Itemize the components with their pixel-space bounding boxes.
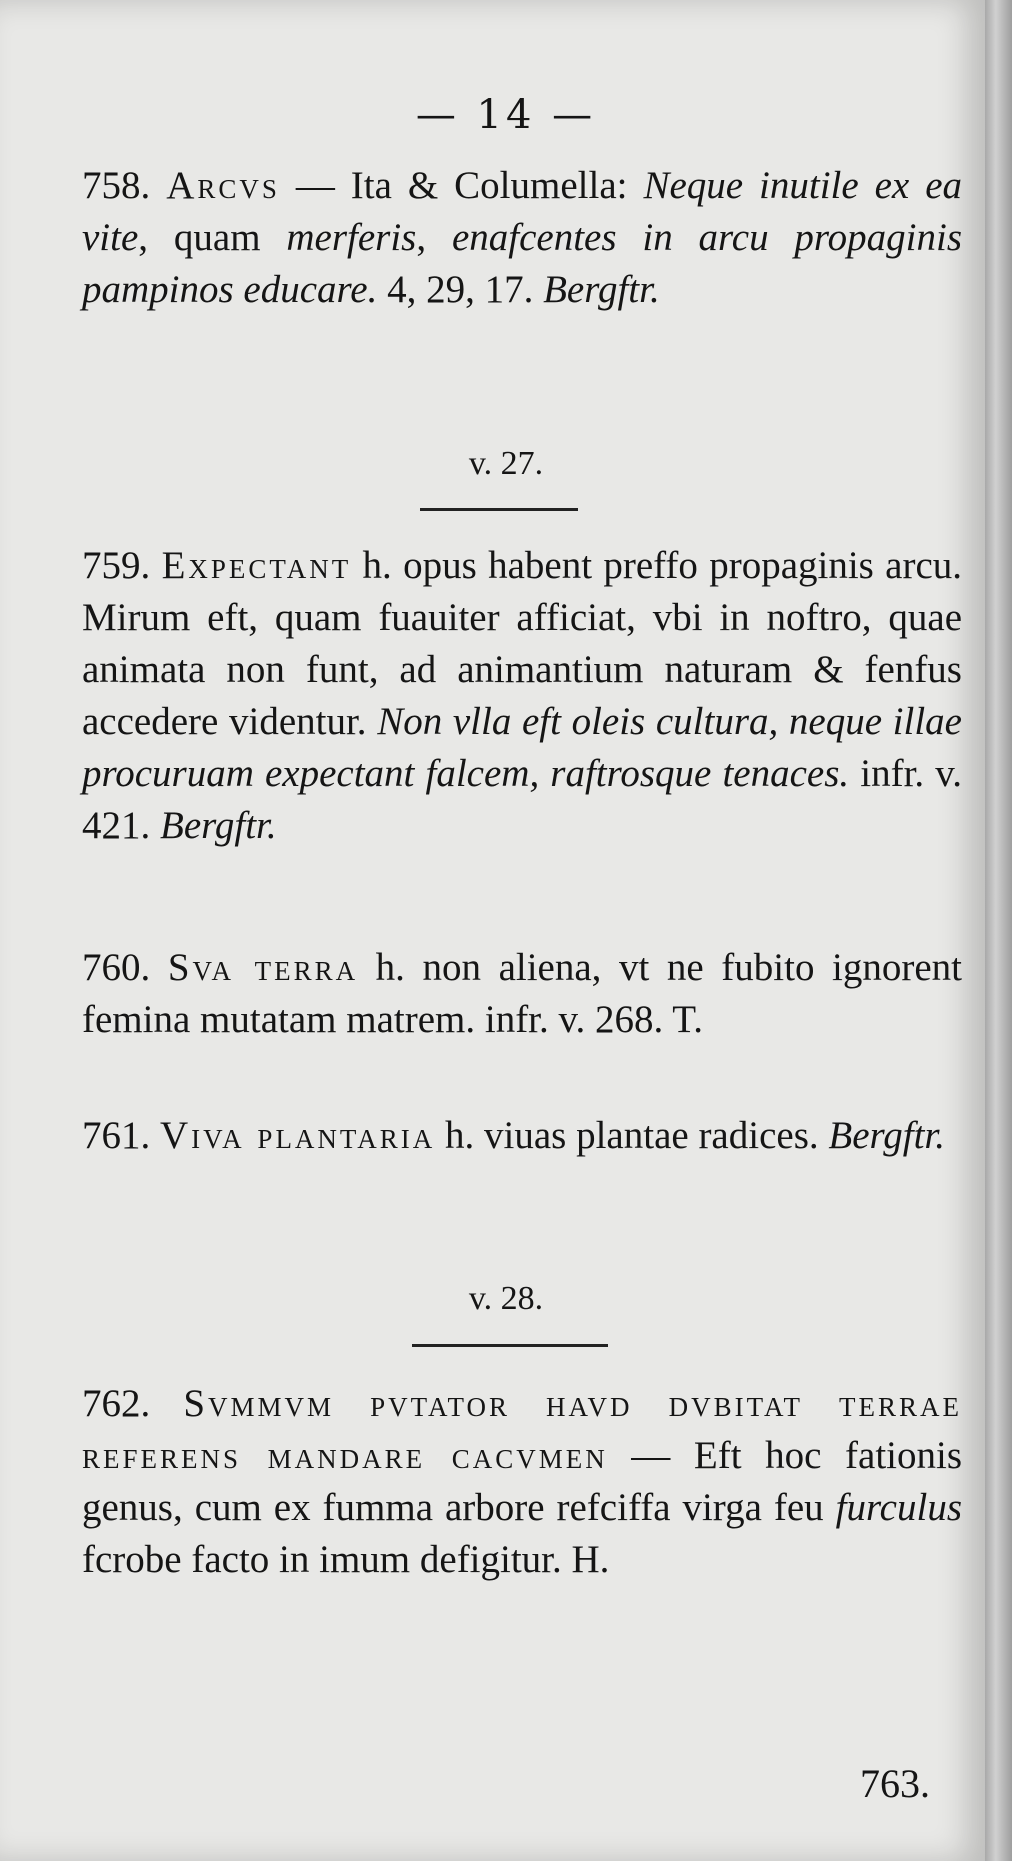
entry-lemma: Arcvs: [166, 164, 280, 207]
entry-quote: Non vlla eft oleis cultura, neque illae procuruam expectant falcem, raftrosque tenaces.: [82, 700, 962, 795]
entry-lemma: Expectant: [161, 544, 352, 587]
entry-lemma: Svmmvm pvtator havd dvbitat terrae referens mandare cacvmen: [82, 1382, 963, 1477]
entry-text: — Ita & Columella:: [279, 164, 644, 207]
commentary-entry: [82, 1110, 962, 1162]
entry-source: Bergftr.: [543, 268, 660, 311]
heading-rule: [412, 1344, 608, 1347]
entry-text: h. viuas plantae radices.: [435, 1114, 829, 1157]
entry-quote: Neque inutile ex ea vite: [82, 164, 963, 259]
entry-text: , quam: [138, 216, 287, 259]
entry-number: 761.: [82, 1114, 151, 1157]
entry-text: fcrobe facto in imum defigitur. H.: [82, 1538, 610, 1581]
entry-text: 4, 29, 17.: [377, 268, 544, 311]
entry-text: ,: [416, 216, 452, 259]
catchword: 763.: [860, 1761, 930, 1806]
verse-heading: v. 28.: [468, 1280, 544, 1317]
entry-lemma: Viva plantaria: [160, 1114, 436, 1157]
entry-text: h. opus habent preffo propaginis arcu. Mirum eft, quam fuauiter afficiat, vbi in noftro, quae animata non funt, ad animantium naturam & fenfus accedere videntur.: [82, 544, 963, 743]
entry-number: 760.: [82, 946, 151, 989]
entry-text: infr. v. 421.: [82, 752, 962, 847]
entry-source: Bergftr.: [828, 1114, 946, 1157]
page-edge: [985, 0, 1012, 1861]
entry-quote: merferis: [286, 216, 417, 259]
entry-quote: enafcentes in arcu propaginis pampinos educare.: [82, 216, 962, 311]
page-number-header: — 14 —: [415, 92, 597, 138]
entry-number: 759.: [82, 544, 151, 587]
commentary-entry: [82, 160, 962, 316]
commentary-entry: [82, 1378, 962, 1586]
entry-number: 758.: [82, 164, 151, 207]
entry-lemma: Sva terra: [167, 946, 359, 989]
commentary-entry: [82, 942, 962, 1046]
entry-text: — Eft hoc fationis genus, cum ex fumma arbore refciffa virga feu: [82, 1434, 962, 1529]
entry-quote: furculus: [835, 1486, 962, 1529]
entry-number: 762.: [82, 1382, 151, 1425]
heading-rule: [420, 508, 578, 511]
entry-text: h. non aliena, vt ne fubito ignorent femina mutatam matrem. infr. v. 268. T.: [82, 946, 962, 1041]
commentary-entry: [82, 540, 962, 852]
entry-source: Bergftr.: [160, 804, 277, 847]
verse-heading: v. 27.: [468, 445, 544, 482]
